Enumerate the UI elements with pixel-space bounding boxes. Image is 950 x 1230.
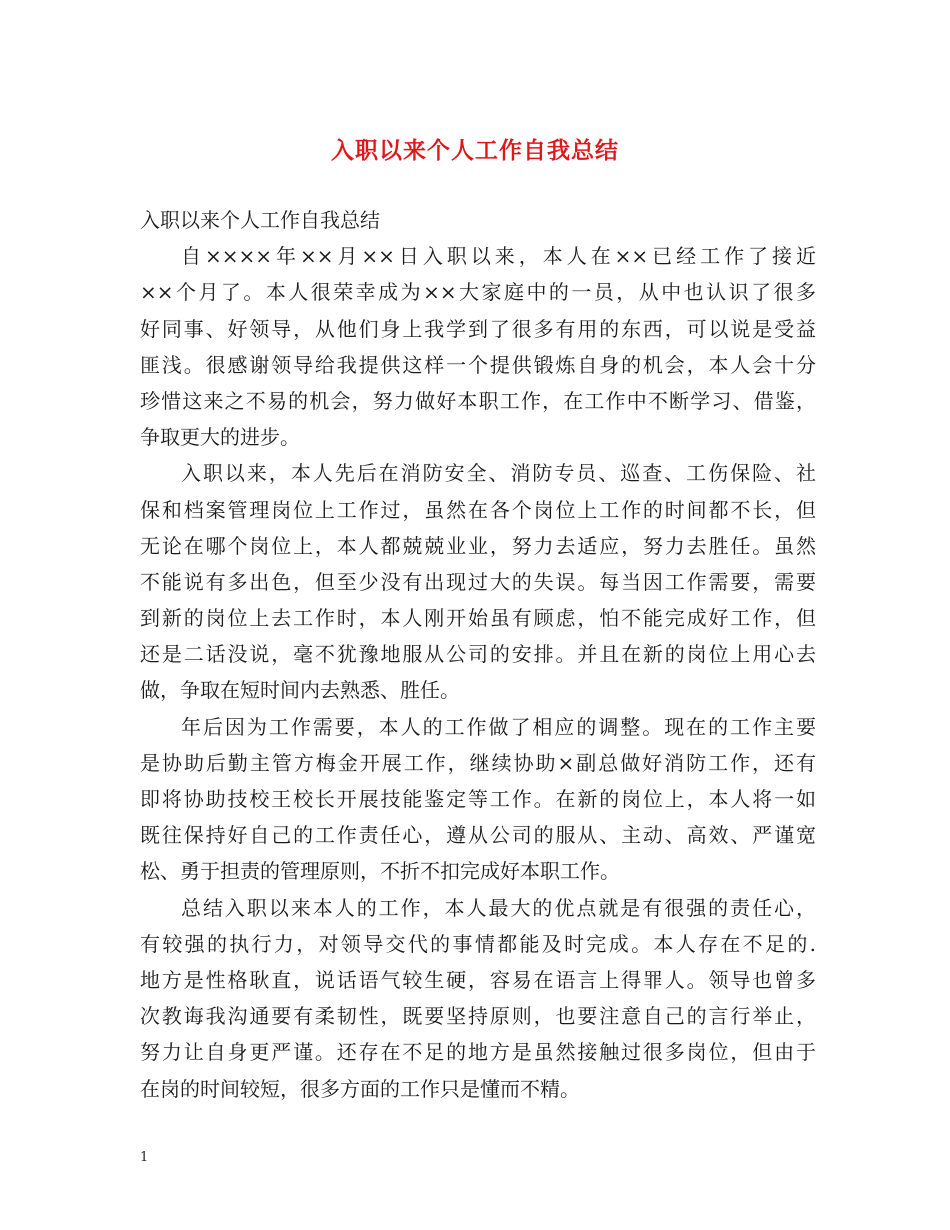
page-number: 1 bbox=[140, 1150, 149, 1165]
text-line: 既往保持好自己的工作责任心，遵从公司的服从、主动、高效、严谨宽 bbox=[140, 823, 816, 848]
text-line: 到新的岗位上去工作时，本人刚开始虽有顾虑，怕不能完成好工作，但 bbox=[140, 606, 816, 631]
text-line: ××个月了。本人很荣幸成为××大家庭中的一员，从中也认识了很多 bbox=[140, 280, 816, 305]
text-line: 次教诲我沟通要有柔韧性，既要坚持原则，也要注意自己的言行举止， bbox=[140, 1004, 816, 1029]
text-line: 总结入职以来本人的工作，本人最大的优点就是有很强的责任心， bbox=[181, 895, 816, 920]
document-body bbox=[140, 202, 816, 1107]
text-line: 匪浅。很感谢领导给我提供这样一个提供锻炼自身的机会，本人会十分 bbox=[140, 352, 816, 377]
text-line: 即将协助技校王校长开展技能鉴定等工作。在新的岗位上，本人将一如 bbox=[140, 787, 816, 811]
text-line: 地方是性格耿直，说话语气较生硬，容易在语言上得罪人。领导也曾多 bbox=[140, 967, 816, 992]
document-title: 入职以来个人工作自我总结 bbox=[331, 137, 619, 164]
text-line: 年后因为工作需要，本人的工作做了相应的调整。现在的工作主要 bbox=[181, 714, 816, 739]
text-line: 珍惜这来之不易的机会，努力做好本职工作，在工作中不断学习、借鉴， bbox=[140, 388, 816, 413]
text-line: 有较强的执行力，对领导交代的事情都能及时完成。本人存在不足的. bbox=[140, 931, 816, 956]
text-line: 在岗的时间较短，很多方面的工作只是懂而不精。 bbox=[140, 1076, 580, 1101]
text-line: 是协助后勤主管方梅金开展工作，继续协助×副总做好消防工作，还有 bbox=[140, 750, 816, 775]
text-line: 做，争取在短时间内去熟悉、胜任。 bbox=[140, 678, 460, 703]
text-line: 入职以来，本人先后在消防安全、消防专员、巡查、工伤保险、社 bbox=[181, 461, 816, 486]
text-line: 争取更大的进步。 bbox=[140, 425, 300, 450]
text-line: 努力让自身更严谨。还存在不足的地方是虽然接触过很多岗位，但由于 bbox=[140, 1040, 816, 1065]
text-line: 无论在哪个岗位上，本人都兢兢业业，努力去适应，努力去胜任。虽然 bbox=[140, 533, 816, 558]
text-line: 松、勇于担责的管理原则，不折不扣完成好本职工作。 bbox=[140, 859, 620, 884]
text-line: 不能说有多出色，但至少没有出现过大的失误。每当因工作需要，需要 bbox=[140, 569, 816, 594]
text-line: 还是二话没说，毫不犹豫地服从公司的安排。并且在新的岗位上用心去 bbox=[140, 642, 816, 667]
text-line: 保和档案管理岗位上工作过，虽然在各个岗位上工作的时间都不长，但 bbox=[140, 497, 816, 522]
text-line: 自××××年××月××日入职以来，本人在××已经工作了接近 bbox=[181, 244, 816, 269]
text-line: 好同事、好领导，从他们身上我学到了很多有用的东西，可以说是受益 bbox=[140, 316, 816, 341]
text-line: 入职以来个人工作自我总结 bbox=[140, 208, 380, 232]
